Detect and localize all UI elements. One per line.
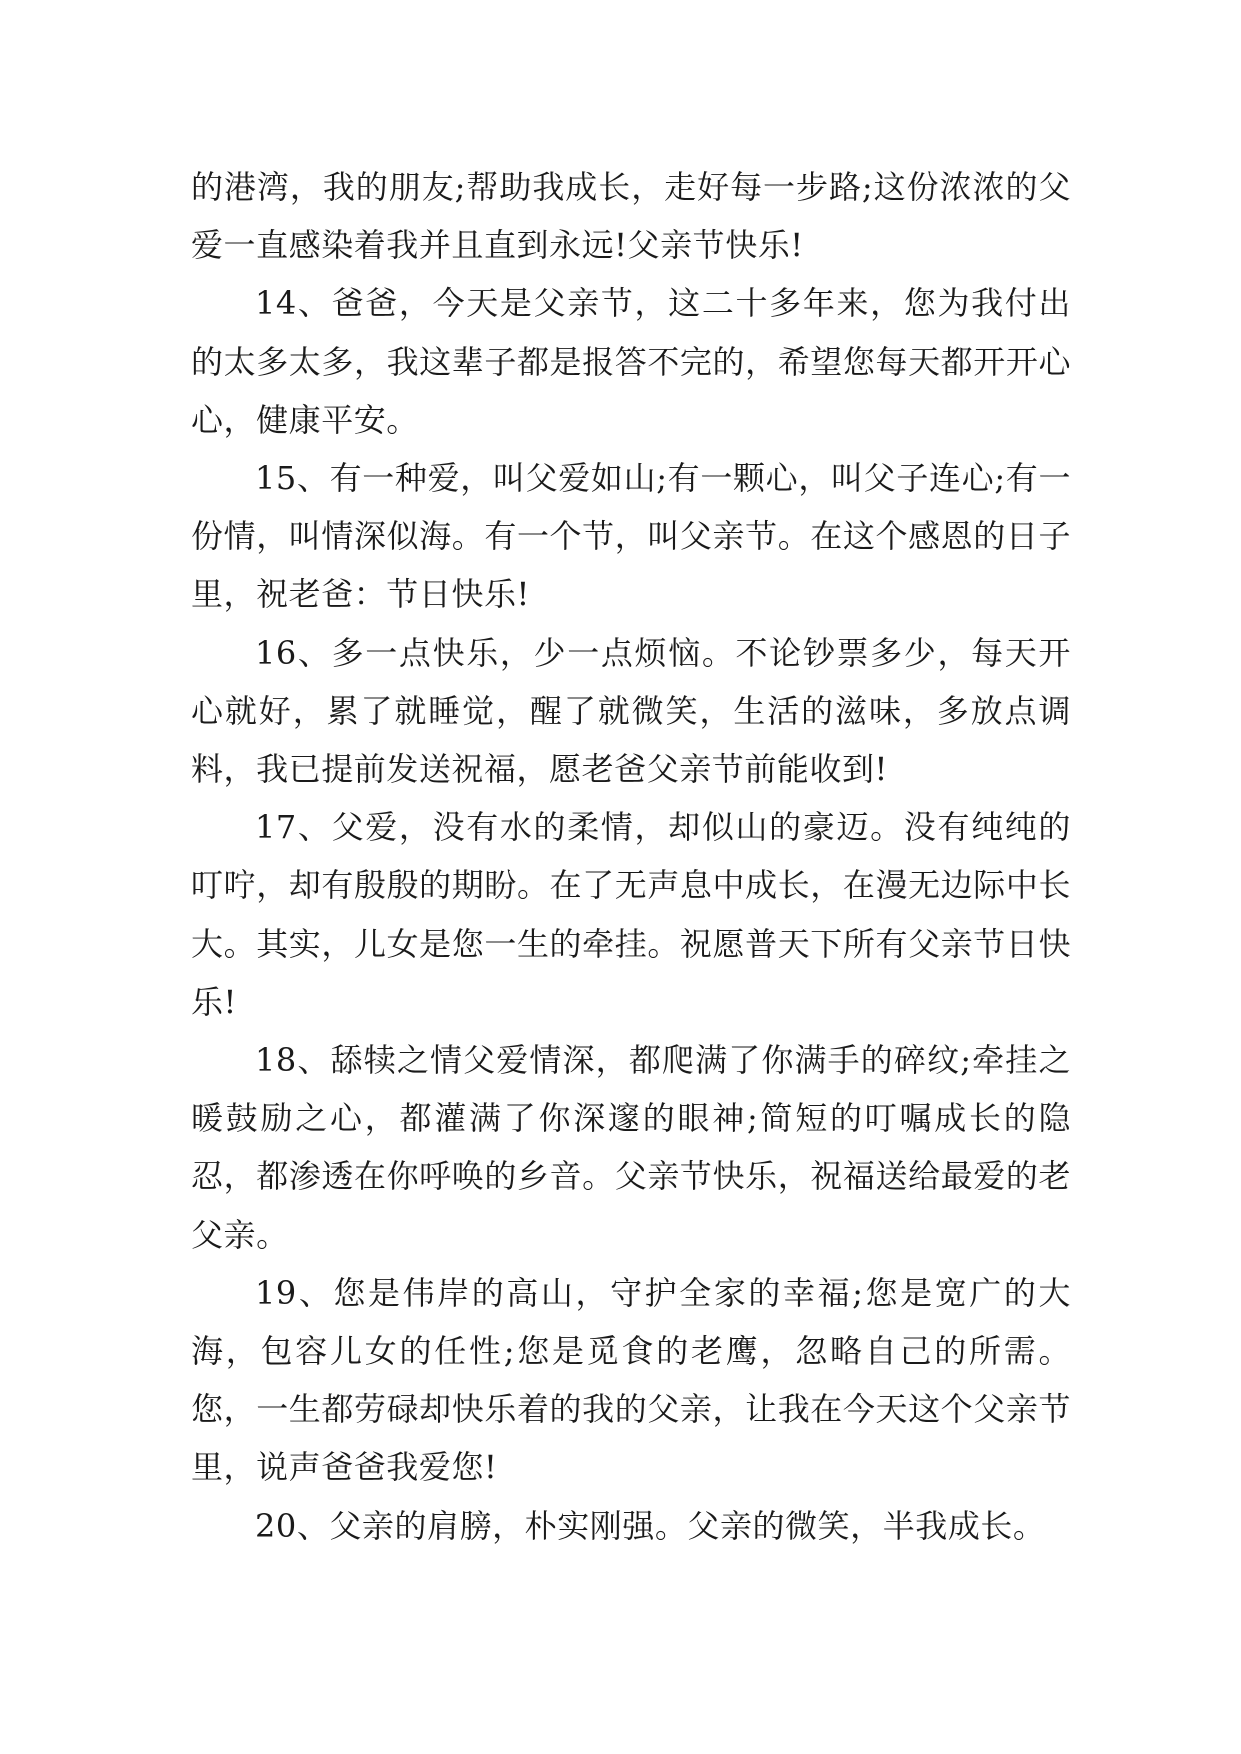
paragraph-item-15: 15、有一种爱，叫父爱如山;有一颗心，叫父子连心;有一份情，叫情深似海。有一个节，叫父亲节。在这个感恩的日子里，祝老爸：节日快乐! [191, 459, 1071, 614]
paragraph-item-14: 14、爸爸，今天是父亲节，这二十多年来，您为我付出的太多太多，我这辈子都是报答不完的，希望您每天都开开心心，健康平安。 [191, 284, 1071, 439]
document-body [191, 158, 1071, 1555]
paragraph-item-20: 20、父亲的肩膀，朴实刚强。父亲的微笑，半我成长。 [255, 1506, 1046, 1545]
paragraph-item-16: 16、多一点快乐，少一点烦恼。不论钞票多少，每天开心就好，累了就睡觉，醒了就微笑，生活的滋味，多放点调料，我已提前发送祝福，愿老爸父亲节前能收到! [191, 633, 1071, 789]
paragraph-item-18: 18、舔犊之情父爱情深，都爬满了你满手的碎纹;牵挂之暖鼓励之心，都灌满了你深邃的眼神;简短的叮嘱成长的隐忍，都渗透在你呼唤的乡音。父亲节快乐，祝福送给最爱的老父亲。 [191, 1041, 1071, 1254]
paragraph-item-17: 17、父爱，没有水的柔情，却似山的豪迈。没有纯纯的叮咛，却有殷殷的期盼。在了无声息中成长，在漫无边际中长大。其实，儿女是您一生的牵挂。祝愿普天下所有父亲节日快乐! [191, 808, 1071, 1021]
paragraph-continuation: 的港湾，我的朋友;帮助我成长，走好每一步路;这份浓浓的父爱一直感染着我并且直到永远!父亲节快乐! [191, 168, 1071, 265]
paragraph-item-19: 19、您是伟岸的高山，守护全家的幸福;您是宽广的大海，包容儿女的任性;您是觅食的老鹰，忽略自己的所需。您，一生都劳碌却快乐着的我的父亲，让我在今天这个父亲节里，说声爸爸我爱您! [191, 1273, 1071, 1487]
